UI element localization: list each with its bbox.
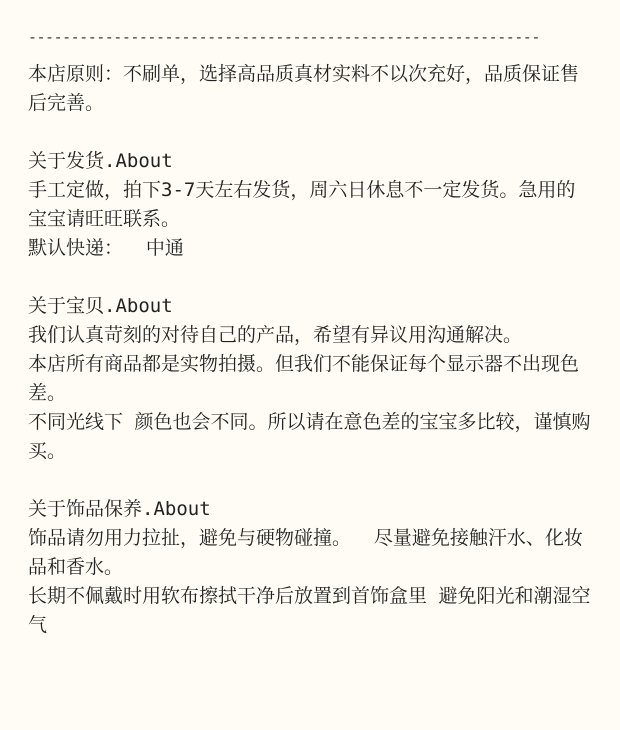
care-heading: 关于饰品保养.About (28, 498, 211, 520)
product-heading: 关于宝贝.About (28, 295, 173, 317)
spacer (28, 118, 594, 147)
color-difference-text: 不同光线下 颜色也会不同。所以请在意色差的宝宝多比较，谨慎购买。 (28, 411, 591, 462)
care-handling-text: 饰品请勿用力拉扯，避免与硬物碰撞。 尽量避免接触汗水、化妆品和香水。 (28, 527, 583, 578)
divider-line: ------------------------------------------------------------ (28, 28, 540, 46)
product-photo-text: 本店所有商品都是实物拍摄。但我们不能保证每个显示器不出现色差。 (28, 353, 580, 404)
shipping-time-text: 手工定做，拍下3-7天左右发货，周六日休息不一定发货。急用的宝宝请旺旺联系。 (28, 179, 576, 230)
default-courier-text: 默认快递： 中通 (28, 237, 184, 259)
product-attitude-text: 我们认真苛刻的对待自己的产品，希望有异议用沟通解决。 (28, 324, 523, 346)
spacer (28, 263, 594, 292)
care-storage-text: 长期不佩戴时用软布擦拭干净后放置到首饰盒里 避免阳光和潮湿空气 (28, 585, 591, 636)
spacer (28, 466, 594, 495)
shipping-heading: 关于发货.About (28, 150, 173, 172)
store-principle: 本店原则：不刷单，选择高品质真材实料不以次充好，品质保证售后完善。 (28, 63, 580, 114)
policy-text (28, 60, 594, 638)
